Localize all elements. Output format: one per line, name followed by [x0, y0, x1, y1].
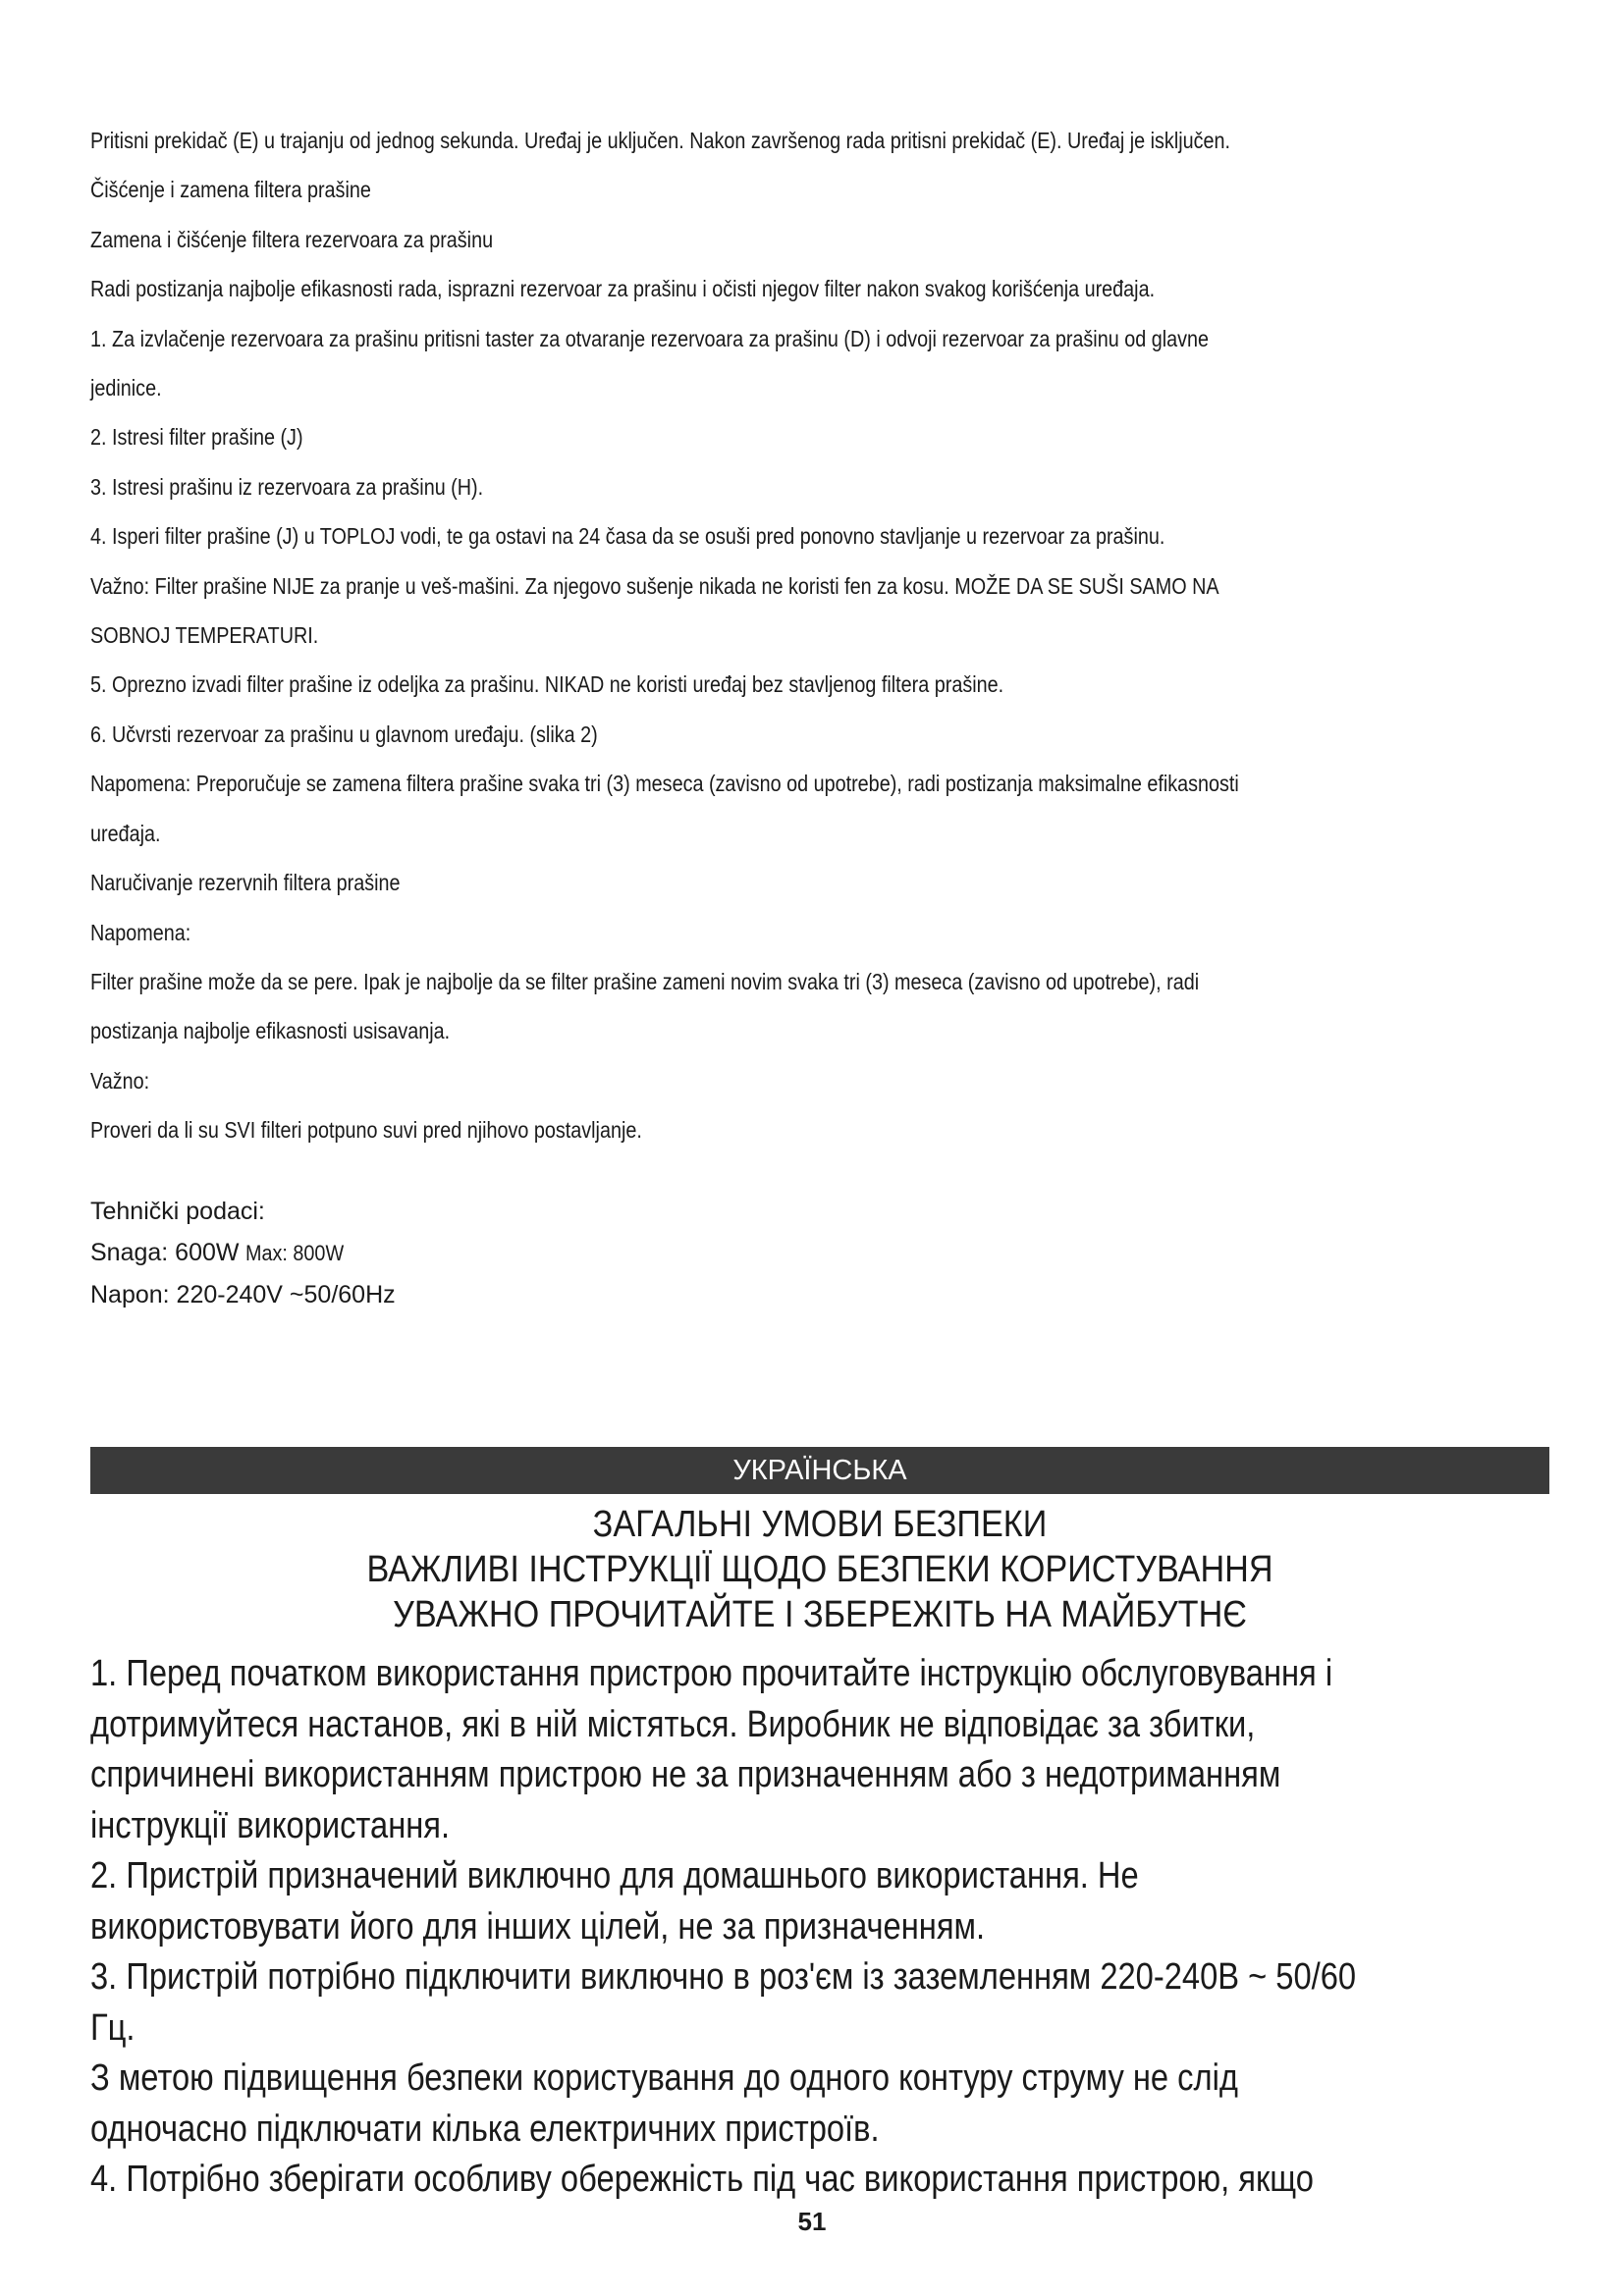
ukrainian-line: спричинені використанням пристрою не за призначенням або з недотриманням: [90, 1754, 1281, 1795]
tech-power: [90, 1232, 876, 1274]
serbian-line: Filter prašine može da se pere. Ipak je najbolje da se filter prašine zameni novim svaka tri (3) meseca (zavisno od upotrebe), radi: [90, 968, 1200, 994]
serbian-line: 2. Istresi filter prašine (J): [90, 424, 303, 451]
safety-headings: [90, 1502, 1549, 1637]
section-heading: ЗАГАЛЬНІ УМОВИ БЕЗПЕКИ: [592, 1504, 1048, 1545]
ukrainian-line: З метою підвищення безпеки користування до одного контуру струму не слід: [90, 2057, 1238, 2099]
serbian-line: Važno:: [90, 1067, 150, 1094]
ukrainian-line: Гц.: [90, 2006, 135, 2049]
serbian-line: Napomena: Preporučuje se zamena filtera prašine svaka tri (3) meseca (zavisno od upotrebe), radi postizanja maksimalne efikasnosti: [90, 771, 1239, 797]
ukrainian-line: використовувати його для інших цілей, не за призначенням.: [90, 1905, 986, 1948]
serbian-line: Proveri da li su SVI filteri potpuno suvi pred njihovo postavljanje.: [90, 1117, 642, 1144]
tech-heading: Tehnički podaci:: [90, 1198, 265, 1225]
section-heading: ВАЖЛИВІ ІНСТРУКЦІЇ ЩОДО БЕЗПЕКИ КОРИСТУВАННЯ: [366, 1549, 1273, 1590]
serbian-line: uređaja.: [90, 820, 161, 846]
serbian-line: Važno: Filter prašine NIJE za pranje u veš-mašini. Za njegovo sušenje nikada ne koristi fen za kosu. MOŽE DA SE SUŠI SAMO NA: [90, 572, 1219, 599]
serbian-line: Čišćenje i zamena filtera prašine: [90, 177, 371, 203]
power-max-value: Max: 800W: [245, 1241, 345, 1265]
ukrainian-line: інструкції використання.: [90, 1804, 451, 1846]
serbian-line: postizanja najbolje efikasnosti usisavanja.: [90, 1018, 451, 1044]
page-number: 51: [797, 2207, 827, 2236]
ukrainian-line: одночасно підключати кілька електричних пристроїв.: [90, 2108, 880, 2150]
serbian-line: 1. Za izvlačenje rezervoara za prašinu pritisni taster za otvaranje rezervoara za prašinu (D) i odvoji rezervoar za prašinu od glavne: [90, 325, 1209, 351]
serbian-line: Pritisni prekidač (E) u trajanju od jednog sekunda. Uređaj je uključen. Nakon završenog rada pritisni prekidač (E). Uređaj je isključen.: [90, 128, 1231, 153]
serbian-line: 3. Istresi prašinu iz rezervoara za prašinu (H).: [90, 473, 484, 500]
section-heading: УВАЖНО ПРОЧИТАЙТЕ І ЗБЕРЕЖІТЬ НА МАЙБУТНЄ: [393, 1594, 1247, 1635]
serbian-line: 4. Isperi filter prašine (J) u TOPLOJ vodi, te ga ostavi na 24 časa da se osuši pred ponovno stavljanje u rezervoar za prašinu.: [90, 523, 1165, 550]
serbian-line: SOBNOJ TEMPERATURI.: [90, 622, 319, 649]
language-section-banner: УКРАЇНСЬКА: [90, 1447, 1549, 1494]
ukrainian-line: 1. Перед початком використання пристрою прочитайте інструкцію обслуговування і: [90, 1653, 1333, 1694]
serbian-line: Naručivanje rezervnih filtera prašine: [90, 870, 401, 896]
power-value: Snaga: 600W: [90, 1239, 240, 1266]
serbian-line: Napomena:: [90, 919, 191, 945]
ukrainian-line: 3. Пристрій потрібно підключити виключно в роз'єм із заземленням 220-240В ~ 50/60: [90, 1956, 1357, 1998]
serbian-line: 6. Učvrsti rezervoar za prašinu u glavnom uređaju. (slika 2): [90, 721, 598, 747]
serbian-line: Radi postizanja najbolje efikasnosti rada, isprazni rezervoar za prašinu i očisti njegov filter nakon svakog korišćenja uređaja.: [90, 276, 1156, 302]
technical-specs: [90, 1191, 876, 1315]
serbian-line: jedinice.: [90, 375, 162, 401]
ukrainian-instructions: [90, 1649, 1563, 2206]
serbian-line: 5. Oprezno izvadi filter prašine iz odeljka za prašinu. NIKAD ne koristi uređaj bez stavljenog filtera prašine.: [90, 671, 1004, 698]
ukrainian-line: 4. Потрібно зберігати особливу обережність під час використання пристрою, якщо: [90, 2159, 1314, 2200]
serbian-line: Zamena i čišćenje filtera rezervoara za prašinu: [90, 226, 494, 252]
serbian-instructions: [90, 116, 1534, 1155]
ukrainian-line: 2. Пристрій призначений виключно для домашнього використання. Не: [90, 1855, 1139, 1896]
tech-voltage: Napon: 220-240V ~50/60Hz: [90, 1281, 396, 1308]
ukrainian-line: дотримуйтеся настанов, які в ній містяться. Виробник не відповідає за збитки,: [90, 1703, 1256, 1745]
